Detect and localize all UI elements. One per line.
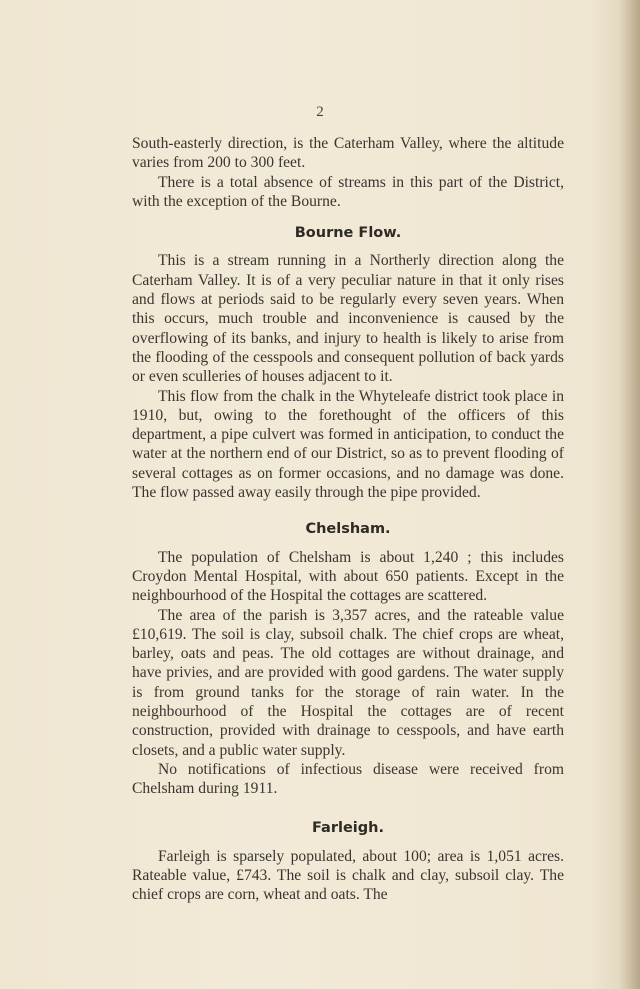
intro-paragraph-2: There is a total absence of streams in this part of the District, with the exception of the Bourne. xyxy=(132,173,564,210)
section-heading-bourne-flow: Bourne Flow. xyxy=(294,225,402,242)
bourne-paragraph-1: This is a stream running in a Northerly direction along the Caterham Valley. It is of a very peculiar nature in that it only rises and flows at periods said to be regularly every seven years. When this occurs, much trouble and inconvenience is caused by the overflowing of its banks, and injury to health is likely to arise from the flooding of the cesspools and consequent pollution of back yards or even sculleries of houses adjacent to it. xyxy=(132,252,564,386)
farleigh-paragraph-1: Farleigh is sparsely populated, about 100; area is 1,051 acres. Rateable value, £743. The soil is chalk and clay, subsoil clay. The chief crops are corn, wheat and oats. The xyxy=(132,847,564,904)
bourne-paragraph-2: This flow from the chalk in the Whyteleafe district took place in 1910, but, owing to the forethought of the officers of this department, a pipe culvert was formed in anticipation, to conduct the water at the northern end of our District, so as to prevent flooding of several cottages as on former occasions, and no damage was done. The flow passed away easily through the pipe provided. xyxy=(132,387,564,502)
page-body xyxy=(132,134,564,905)
page-number: 2 xyxy=(316,104,324,120)
section-heading-farleigh: Farleigh. xyxy=(312,819,384,836)
chelsham-paragraph-1: The population of Chelsham is about 1,240 ; this includes Croydon Mental Hospital, with about 650 patients. Except in the neighbourhood of the Hospital the cottages are scattered. xyxy=(132,548,564,605)
page-edge-shadow xyxy=(618,0,640,989)
chelsham-paragraph-3: No notifications of infectious disease were received from Chelsham during 1911. xyxy=(132,760,564,798)
section-heading-chelsham: Chelsham. xyxy=(305,521,391,538)
intro-paragraph-1: South-easterly direction, is the Caterham Valley, where the altitude varies from 200 to 300 feet. xyxy=(132,135,564,172)
chelsham-paragraph-2: The area of the parish is 3,357 acres, and the rateable value £10,619. The soil is clay, subsoil chalk. The chief crops are wheat, barley, oats and peas. The old cottages are without drainage, and have privies, and are provided with good gardens. The water supply is from ground tanks for the storage of rain water. In the neighbourhood of the Hospital the cottages are of recent construction, provided with drainage to cesspools, and have earth closets, and a public water supply. xyxy=(132,606,564,759)
